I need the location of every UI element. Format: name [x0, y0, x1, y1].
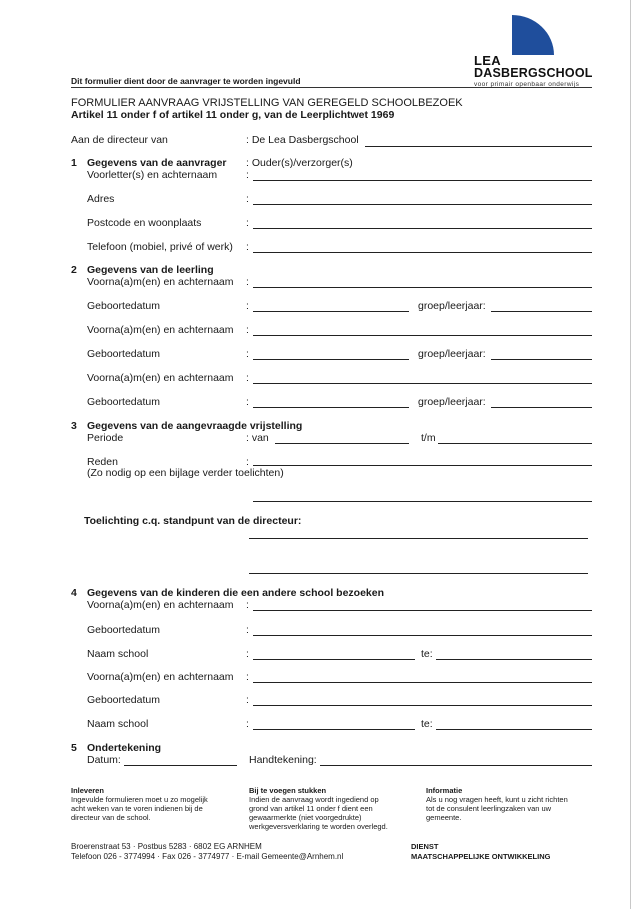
footer-submit-text-1: Ingevulde formulieren moet u zo mogelijk	[71, 795, 208, 804]
sibling-2-name-field[interactable]	[253, 682, 592, 683]
section-5-number: 5	[71, 742, 77, 754]
colon: :	[246, 324, 249, 336]
footer-info-title: Informatie	[426, 786, 463, 795]
sibling-1-dob-field[interactable]	[253, 635, 592, 636]
applicant-name-label: Voorletter(s) en achternaam	[87, 169, 218, 181]
colon: :	[246, 648, 249, 660]
student-1-name-label: Voorna(a)m(en) en achternaam	[87, 276, 234, 288]
footer-info-text-1: Als u nog vragen heeft, kunt u zicht richten	[426, 795, 568, 804]
footer-attachments-text-3: gewaarmerkte (niet voorgedrukte)	[249, 813, 362, 822]
student-2-dob-label: Geboortedatum	[87, 348, 160, 360]
postcode-field[interactable]	[253, 228, 592, 229]
address-field[interactable]	[253, 204, 592, 205]
section-2-number: 2	[71, 264, 77, 276]
applicant-type-value: : Ouder(s)/verzorger(s)	[246, 157, 353, 169]
student-1-group-label: groep/leerjaar:	[418, 300, 486, 312]
footer-attachments-text-1: Indien de aanvraag wordt ingediend op	[249, 795, 379, 804]
colon: :	[246, 276, 249, 288]
footer-attachments-text-4: werkgeversverklaring te worden overlegd.	[249, 822, 388, 831]
footer-department-2: MAATSCHAPPELIJKE ONTWIKKELING	[411, 852, 551, 861]
student-1-name-field[interactable]	[253, 287, 592, 288]
student-2-name-field[interactable]	[253, 335, 592, 336]
period-from-field[interactable]	[275, 443, 409, 444]
sibling-1-city-label: te:	[421, 648, 433, 660]
sibling-2-name-label: Voorna(a)m(en) en achternaam	[87, 671, 234, 683]
reason-note: (Zo nodig op een bijlage verder toelichten)	[87, 467, 284, 479]
student-3-group-field[interactable]	[491, 407, 592, 408]
colon: :	[246, 694, 249, 706]
period-to-field[interactable]	[438, 443, 592, 444]
sibling-2-dob-label: Geboortedatum	[87, 694, 160, 706]
colon: :	[246, 372, 249, 384]
colon: :	[246, 300, 249, 312]
footer-contact: Telefoon 026 - 3774994 · Fax 026 - 3774977 · E-mail Gemeente@Arnhem.nl	[71, 852, 344, 861]
footer-submit-title: Inleveren	[71, 786, 104, 795]
sibling-2-dob-field[interactable]	[253, 705, 592, 706]
sibling-2-city-field[interactable]	[436, 729, 592, 730]
address-label: Adres	[87, 193, 115, 205]
director-statement-field[interactable]	[249, 538, 588, 539]
sibling-1-city-field[interactable]	[436, 659, 592, 660]
addressee-label: Aan de directeur van	[71, 134, 168, 146]
section-3-number: 3	[71, 420, 77, 432]
section-4-number: 4	[71, 587, 77, 599]
logo-tagline: voor primair openbaar onderwijs	[474, 81, 580, 88]
section-3-title: Gegevens van de aangevraagde vrijstelling	[87, 420, 303, 432]
form-subtitle: Artikel 11 onder f of artikel 11 onder g, van de Leerplichtwet 1969	[71, 109, 395, 121]
colon: :	[246, 456, 249, 468]
sibling-1-school-field[interactable]	[253, 659, 415, 660]
section-4-title: Gegevens van de kinderen die een andere school bezoeken	[87, 587, 385, 599]
student-2-group-field[interactable]	[491, 359, 592, 360]
footer-submit-text-3: directeur van de school.	[71, 813, 151, 822]
student-3-dob-label: Geboortedatum	[87, 396, 160, 408]
sibling-2-school-label: Naam school	[87, 718, 149, 730]
addressee-value: : De Lea Dasbergschool	[246, 134, 359, 146]
colon: :	[246, 241, 249, 253]
student-2-dob-field[interactable]	[253, 359, 409, 360]
school-logo-mark	[512, 15, 554, 55]
sibling-1-name-field[interactable]	[253, 610, 592, 611]
colon: :	[246, 193, 249, 205]
student-3-name-field[interactable]	[253, 383, 592, 384]
section-5-title: Ondertekening	[87, 742, 162, 754]
student-3-name-label: Voorna(a)m(en) en achternaam	[87, 372, 234, 384]
logo-text-dasbergschool: DASBERGSCHOOL	[474, 66, 593, 80]
footer-attachments-text-2: grond van artikel 11 onder f dient een	[249, 804, 373, 813]
student-3-group-label: groep/leerjaar:	[418, 396, 486, 408]
director-statement-label: Toelichting c.q. standpunt van de directeur:	[84, 515, 302, 527]
footer-info-text-2: tot de consulent leerlingzaken van uw	[426, 804, 552, 813]
period-from-label: : van	[246, 432, 269, 444]
header-rule	[71, 87, 592, 88]
reason-field[interactable]	[253, 465, 592, 466]
form-title: FORMULIER AANVRAAG VRIJSTELLING VAN GEREGELD SCHOOLBEZOEK	[71, 97, 463, 109]
footer-submit-text-2: acht weken van te voren indienen bij de	[71, 804, 203, 813]
section-1-number: 1	[71, 157, 77, 169]
logo-text-lea: LEA	[474, 53, 501, 68]
signature-label: Handtekening:	[249, 754, 317, 766]
postcode-label: Postcode en woonplaats	[87, 217, 202, 229]
applicant-name-field[interactable]	[253, 180, 592, 181]
sibling-1-school-label: Naam school	[87, 648, 149, 660]
student-1-group-field[interactable]	[491, 311, 592, 312]
colon: :	[246, 624, 249, 636]
addressee-line[interactable]	[365, 146, 592, 147]
sibling-1-name-label: Voorna(a)m(en) en achternaam	[87, 599, 234, 611]
phone-label: Telefoon (mobiel, privé of werk)	[87, 241, 233, 253]
period-label: Periode	[87, 432, 124, 444]
reason-field-line-2[interactable]	[253, 501, 592, 502]
footer-department-1: DIENST	[411, 842, 439, 851]
student-2-name-label: Voorna(a)m(en) en achternaam	[87, 324, 234, 336]
colon: :	[246, 718, 249, 730]
student-1-dob-label: Geboortedatum	[87, 300, 160, 312]
sibling-1-dob-label: Geboortedatum	[87, 624, 160, 636]
date-label: Datum:	[87, 754, 121, 766]
student-3-dob-field[interactable]	[253, 407, 409, 408]
colon: :	[246, 599, 249, 611]
section-1-title: Gegevens van de aanvrager	[87, 157, 227, 169]
sibling-2-city-label: te:	[421, 718, 433, 730]
date-field[interactable]	[124, 765, 237, 766]
sibling-2-school-field[interactable]	[253, 729, 415, 730]
phone-field[interactable]	[253, 252, 592, 253]
fill-instruction: Dit formulier dient door de aanvrager te worden ingevuld	[71, 76, 301, 86]
colon: :	[246, 348, 249, 360]
colon: :	[246, 169, 249, 181]
colon: :	[246, 671, 249, 683]
footer-address: Broerenstraat 53 · Postbus 5283 · 6802 EG ARNHEM	[71, 842, 262, 851]
period-to-label: t/m	[421, 432, 436, 444]
footer-info-text-3: gemeente.	[426, 813, 462, 822]
colon: :	[246, 396, 249, 408]
reason-label: Reden	[87, 456, 118, 468]
footer-attachments-title: Bij te voegen stukken	[249, 786, 327, 795]
student-2-group-label: groep/leerjaar:	[418, 348, 486, 360]
student-1-dob-field[interactable]	[253, 311, 409, 312]
director-statement-field-line-2[interactable]	[249, 573, 588, 574]
section-2-title: Gegevens van de leerling	[87, 264, 214, 276]
colon: :	[246, 217, 249, 229]
signature-field[interactable]	[320, 765, 592, 766]
